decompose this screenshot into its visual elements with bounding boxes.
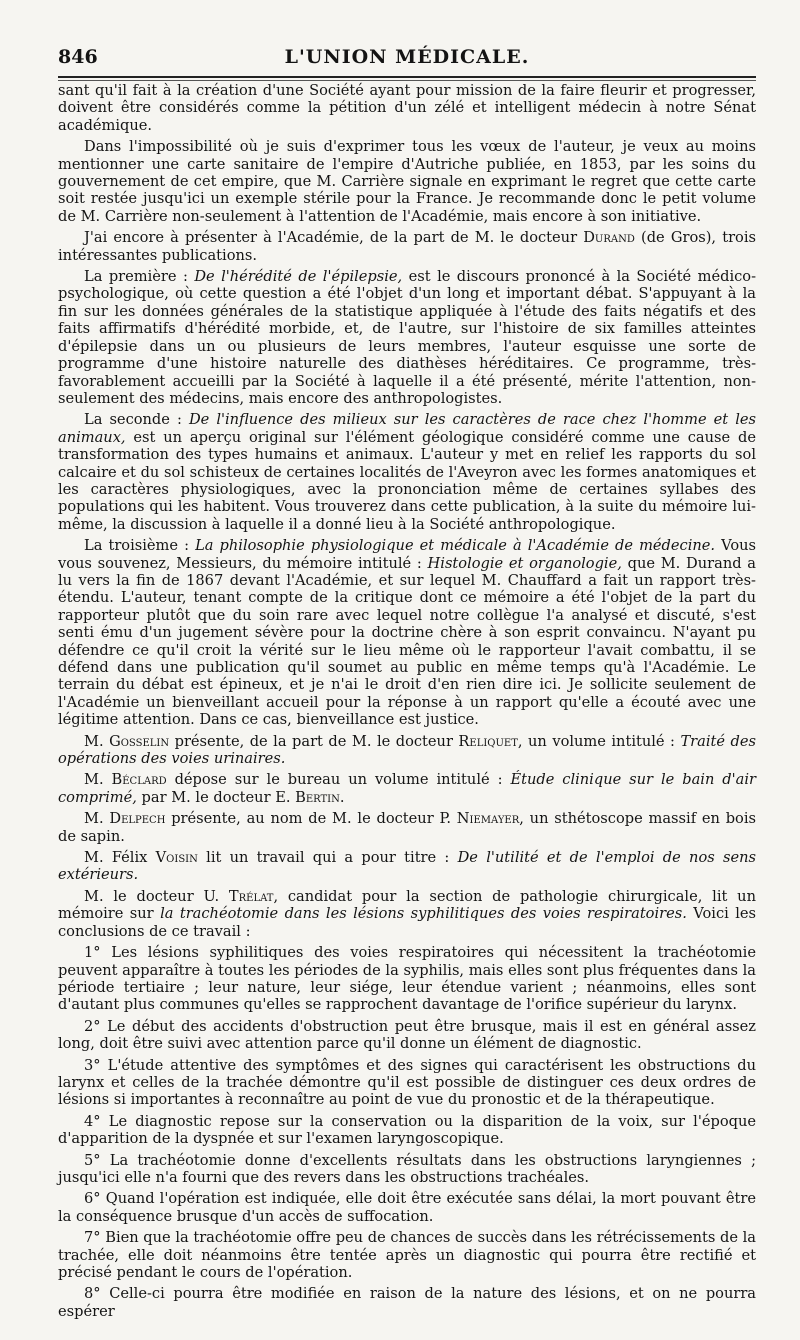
paragraph (58, 888, 756, 940)
text-run: Voici les conclusions de ce travail : (58, 905, 756, 940)
text-run: est un aperçu original sur l'élément géologique considéré comme une cause de transformation des types humains et animaux. L'auteur y met en relief les rapports du sol calcaire et du sol schisteux de certaines localités de l'Aveyron avec les formes anatomiques et les caractères physiologiques, avec la prononciation même de certaines syllabes des populations qui les habitent. Vous trouverez dans cette publication, à la suite du mémoire lui-même, la discussion à laquelle il a donné lieu à la Société anthropologique. (58, 428, 756, 533)
paragraph (58, 138, 756, 225)
name-smallcaps: Durand (583, 229, 635, 247)
text-run: 4° Le diagnostic repose sur la conservation ou la disparition de la voix, sur l'époque d'apparition de la dyspnée et sur l'examen laryngoscopique. (58, 1112, 756, 1148)
paragraph (58, 849, 756, 884)
text-run: 5° La trachéotomie donne d'excellents résultats dans les obstructions laryngiennes ; jusqu'ici elle n'a fourni que des revers dans les obstructions trachéales. (58, 1151, 756, 1186)
text-run: Dans l'impossibilité où je suis d'exprimer tous les vœux de l'auteur, je veux au moins mentionner une carte sanitaire de l'empire d'Autriche publiée, en 1853, par les soins du gouvernement de cet empire, que M. Carrière signale en exprimant le regret que cette carte soit restée jusqu'ici un exemple stérile pour la France. Je recommande donc le petit volume de M. Carrière non-seulement à l'attention de l'Académie, mais encore à son initiative. (58, 138, 756, 225)
header-rule-thin (58, 80, 756, 81)
text-run: présente, au nom de M. le docteur (165, 810, 440, 828)
paragraph (58, 1285, 756, 1320)
page-header (58, 0, 756, 82)
paragraph (58, 1229, 756, 1281)
name-smallcaps: U. Trélat (203, 887, 274, 905)
name-smallcaps: Voisin (155, 849, 198, 867)
text-run: . (339, 788, 345, 806)
paragraph (58, 1057, 756, 1109)
text-run: sant qu'il fait à la création d'une Société ayant pour mission de la faire fleurir et progresser, doivent être considérés comme la pétition d'un zélé et intelligent médecin à notre Sénat académique. (58, 82, 756, 134)
text-run: Vous vous souvenez, Messieurs, du mémoire intitulé : (58, 537, 756, 572)
name-smallcaps: P. Niemayer (439, 810, 520, 828)
italic-text: De l'influence des milieux sur les caractères de race chez l'homme et les animaux, (58, 411, 756, 446)
text-run: La troisième : (84, 537, 196, 555)
name-smallcaps: Béclard (111, 771, 167, 789)
text-run: La seconde : (84, 411, 189, 429)
italic-text: La philosophie physiologique et médicale à l'Académie de médecine. (195, 537, 716, 555)
header-rule (58, 76, 756, 78)
paragraph (58, 1152, 756, 1187)
text-run: 2° Le début des accidents d'obstruction peut être brusque, mais il est en général assez long, doit être suivi avec attention parce qu'il donne un élément de diagnostic. (58, 1017, 756, 1053)
text-run: La première : (84, 268, 195, 286)
italic-text: Étude clinique sur le bain d'air comprimé, (58, 771, 756, 806)
paragraph (58, 944, 756, 1014)
text-run: 8° Celle-ci pourra être modifiée en raison de la nature des lésions, et on ne pourra espérer (58, 1285, 756, 1320)
paragraph (58, 537, 756, 728)
paragraph (58, 771, 756, 806)
text-run: M. le docteur (84, 887, 204, 905)
text-run: 7° Bien que la trachéotomie offre peu de chances de succès dans les rétrécissements de la trachée, elle doit néanmoins être tentée après un diagnostic qui pourra être rectifié et précisé pendant le cours de l'opération. (58, 1229, 756, 1281)
name-smallcaps: Delpech (109, 810, 166, 828)
paragraph (58, 810, 756, 845)
paragraph (58, 82, 756, 134)
running-title: L'UNION MÉDICALE. (284, 46, 530, 68)
paragraph (58, 229, 756, 264)
text-run: présente, de la part de M. le docteur (169, 732, 459, 750)
italic-text: De l'utilité et de l'emploi de nos sens extérieurs. (58, 849, 756, 884)
paragraph (58, 1018, 756, 1053)
text-run: , un sthétoscope massif en bois de sapin. (58, 810, 756, 845)
text-run: par M. le docteur (136, 788, 276, 806)
text-run: 1° Les lésions syphilitiques des voies respiratoires qui nécessitent la trachéotomie peuvent apparaître à toutes les périodes de la syphilis, mais elles sont plus fréquentes dans la période tertiaire ; leur nature, leur siége, leur étendue varient ; néanmoins, elles sont d'autant plus communes qu'elles se rapprochent davantage de l'orifice supérieur du larynx. (58, 944, 756, 1014)
name-smallcaps: Gosselin (109, 732, 170, 750)
text-run: J'ai encore à présenter à l'Académie, de la part de M. le docteur (84, 229, 584, 247)
text-run: (de Gros), trois intéressantes publications. (58, 229, 756, 264)
text-run: , candidat pour la section de pathologie chirurgicale, lit un mémoire sur (58, 887, 756, 923)
italic-text: Histologie et organologie, (427, 554, 622, 572)
text-run: M. Félix (84, 849, 156, 867)
paragraph (58, 1113, 756, 1148)
italic-text: la trachéotomie dans les lésions syphilitiques des voies respiratoires. (160, 905, 687, 923)
italic-text: Traité des opérations des voies urinaires. (58, 732, 756, 768)
paragraph (58, 411, 756, 533)
article-body (58, 82, 756, 1320)
paragraph (58, 733, 756, 768)
text-run: lit un travail qui a pour titre : (197, 849, 458, 867)
text-run: , un volume intitulé : (517, 732, 681, 750)
page-number: 846 (58, 46, 98, 68)
text-run: est le discours prononcé à la Société médico-psychologique, où cette question a été l'objet d'un long et important débat. S'appuyant à la fin sur les données générales de la statistique appliquée à l'étude des faits négatifs et des faits affirmatifs d'hérédité morbide, et, de l'autre, sur l'histoire de six familles atteintes d'épilepsie dans un ou plusieurs de leurs membres, l'auteur esquisse une sorte de programme d'une histoire naturelle des diathèses héréditaires. Ce programme, très-favorablement accueilli par la Société à laquelle il a été présenté, mérite l'attention, non-seulement des médecins, mais encore des anthropologistes. (58, 268, 757, 407)
name-smallcaps: E. Bertin (275, 788, 340, 806)
text-run: 6° Quand l'opération est indiquée, elle doit être exécutée sans délai, la mort pouvant être la conséquence brusque d'un accès de suffocation. (58, 1190, 756, 1225)
text-run: M. (84, 771, 112, 789)
text-run: que M. Durand a lu vers la fin de 1867 devant l'Académie, et sur lequel M. Chauffard a fait un rapport très-étendu. L'auteur, tenant compte de la critique dont ce mémoire a été l'objet de la part du rapporteur plutôt que du soin rare avec lequel notre collègue l'a analysé et discuté, s'est senti ému d'un jugement sévère pour la doctrine chère à son esprit convaincu. N'ayant pu défendre ce qu'il croit la vérité sur le lieu même où le rapporteur l'avait combattu, il se défend dans une publication qu'il soumet au public en même temps qu'à l'Académie. Le terrain du débat est épineux, et je n'ai le droit d'en rien dire ici. Je sollicite seulement de l'Académie un bienveillant accueil pour la réponse à un rapport qu'elle a écouté avec une légitime attention. Dans ce cas, bienveillance est justice. (58, 554, 756, 729)
text-run: M. (84, 810, 110, 828)
paragraph (58, 1190, 756, 1225)
text-run: M. (84, 732, 110, 750)
text-run: 3° L'étude attentive des symptômes et des signes qui caractérisent les obstructions du larynx et celles de la trachée démontre qu'il est possible de distinguer ces deux ordres de lésions si importantes à reconnaître au point de vue du pronostic et de la thérapeutique. (58, 1056, 756, 1109)
paragraph (58, 268, 756, 407)
name-smallcaps: Reliquet (458, 732, 518, 750)
text-run: dépose sur le bureau un volume intitulé : (166, 771, 511, 789)
italic-text: De l'hérédité de l'épilepsie, (194, 268, 403, 286)
